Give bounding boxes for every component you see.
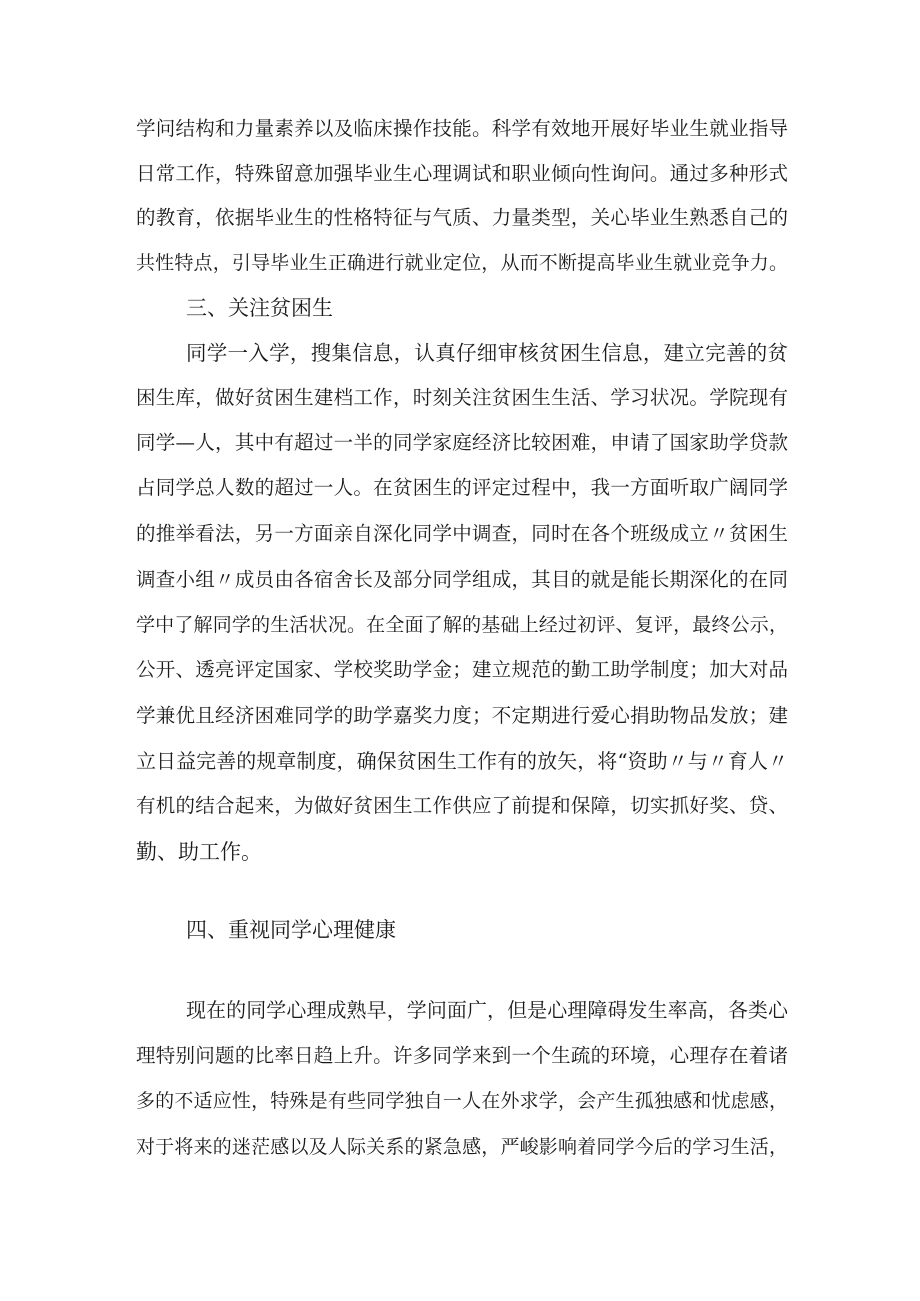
section-heading: 四、重视同学心理健康 bbox=[186, 918, 396, 942]
section-heading: 三、关注贫困生 bbox=[186, 296, 333, 320]
paragraph-line: 共性特点，引导毕业生正确进行就业定位，从而不断提高毕业生就业竞争力。 bbox=[136, 252, 788, 274]
paragraph-line: 的推举看法，另一方面亲自深化同学中调查，同时在各个班级成立〃贫困生 bbox=[136, 522, 788, 545]
paragraph-line: 的教育，依据毕业生的性格特征与气质、力量类型，关心毕业生熟悉自己的 bbox=[136, 206, 788, 229]
paragraph-line: 学兼优且经济困难同学的助学嘉奖力度；不定期进行爱心捐助物品发放；建 bbox=[136, 704, 788, 727]
paragraph-line: 占同学总人数的超过一人。在贫困生的评定过程中，我一方面听取广阔同学 bbox=[136, 476, 788, 499]
paragraph-line: 调查小组〃成员由各宿舍长及部分同学组成，其目的就是能长期深化的在同 bbox=[136, 568, 788, 591]
paragraph-line: 有机的结合起来，为做好贫困生工作供应了前提和保障，切实抓好奖、贷、 bbox=[136, 794, 788, 817]
paragraph-line: 立日益完善的规章制度，确保贫困生工作有的放矢，将“资助〃与〃育人〃 bbox=[136, 749, 788, 773]
paragraph-line: 多的不适应性，特殊是有些同学独自一人在外求学，会产生孤独感和忧虑感， bbox=[136, 1090, 788, 1112]
paragraph-line: 对于将来的迷茫感以及人际关系的紧急感，严峻影响着同学今后的学习生活， bbox=[136, 1136, 788, 1158]
paragraph-line: 学问结构和力量素养以及临床操作技能。科学有效地开展好毕业生就业指导 bbox=[136, 117, 788, 140]
paragraph-line: 同学一入学，搜集信息，认真仔细审核贫困生信息，建立完善的贫 bbox=[186, 341, 788, 365]
paragraph-line: 理特别问题的比率日趋上升。许多同学来到一个生疏的环境，心理存在着诸 bbox=[136, 1044, 788, 1067]
paragraph-line: 同学—人，其中有超过一半的同学家庭经济比较困难，申请了国家助学贷款 bbox=[136, 431, 788, 454]
paragraph-line: 学中了解同学的生活状况。在全面了解的基础上经过初评、复评，最终公示， bbox=[136, 614, 788, 636]
paragraph-line: 困生库，做好贫困生建档工作，时刻关注贫困生生活、学习状况。学院现有 bbox=[136, 386, 788, 409]
paragraph-line: 日常工作，特殊留意加强毕业生心理调试和职业倾向性询问。通过多种形式 bbox=[136, 162, 788, 185]
paragraph-line: 现在的同学心理成熟早，学问面广，但是心理障碍发生率高，各类心 bbox=[186, 998, 788, 1022]
paragraph-line: 勤、助工作。 bbox=[136, 840, 262, 864]
paragraph-line: 公开、透亮评定国家、学校奖助学金；建立规范的勤工助学制度；加大对品 bbox=[136, 658, 788, 681]
